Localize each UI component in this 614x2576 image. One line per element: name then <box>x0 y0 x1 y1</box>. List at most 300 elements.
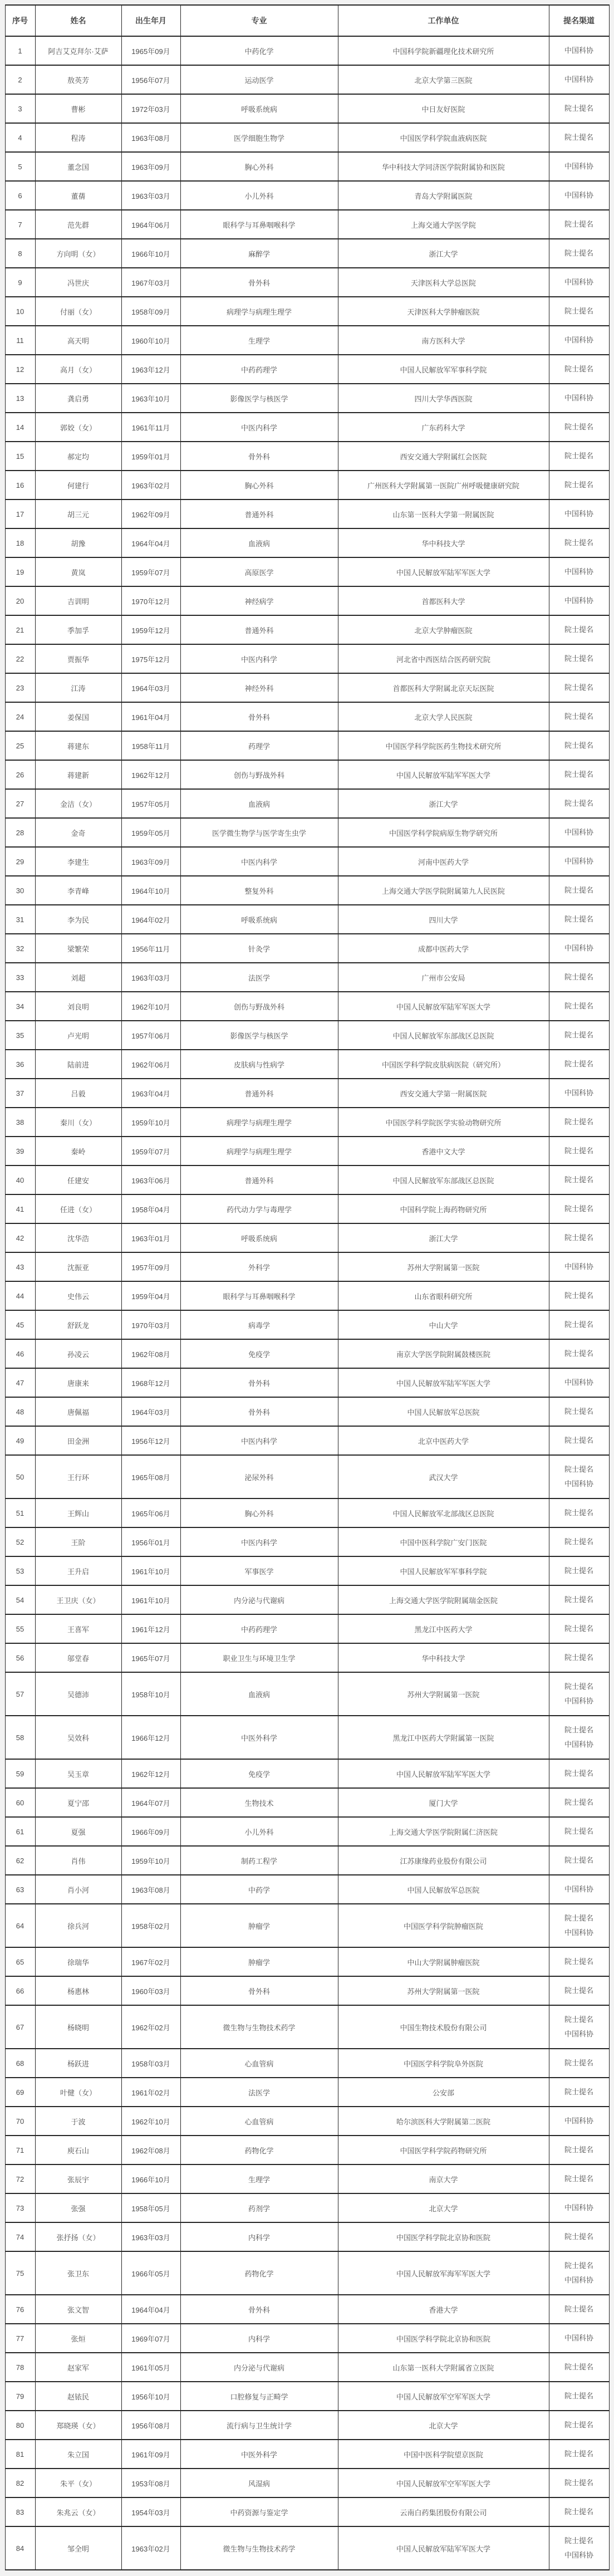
cell-major: 神经病学 <box>180 586 338 615</box>
cell-channel <box>549 2382 609 2411</box>
cell-major: 胸心外科 <box>180 471 338 499</box>
cell-org: 中国人民解放军陆军军医大学 <box>338 1759 549 1788</box>
cell-no: 71 <box>5 2136 35 2164</box>
cell-major: 内分泌与代谢病 <box>180 1585 338 1614</box>
cell-name: 杨惠林 <box>35 1976 121 2005</box>
cell-channel <box>549 992 609 1021</box>
cell-name: 唐佩福 <box>35 1397 121 1426</box>
cell-no: 20 <box>5 586 35 615</box>
cell-org: 浙江大学 <box>338 239 549 268</box>
nomination-channel: 院士提名 <box>564 712 593 721</box>
nomination-channel: 院士提名 <box>564 625 593 634</box>
cell-no: 37 <box>5 1079 35 1108</box>
cell-name: 郭姣（女） <box>35 413 121 442</box>
cell-no: 45 <box>5 1310 35 1339</box>
cell-channel <box>549 1498 609 1527</box>
cell-name: 程涛 <box>35 123 121 152</box>
table-row <box>5 934 609 963</box>
cell-no: 29 <box>5 847 35 876</box>
cell-no: 33 <box>5 963 35 992</box>
nomination-channel: 中国科协 <box>564 2030 593 2038</box>
cell-org: 北京大学 <box>338 2193 549 2222</box>
nomination-channel: 院士提名 <box>564 2232 593 2241</box>
cell-birth: 1959年10月 <box>121 1108 180 1137</box>
table-row <box>5 1643 609 1672</box>
cell-channel <box>549 1050 609 1079</box>
cell-name: 唐康来 <box>35 1368 121 1397</box>
column-header-name: 姓名 <box>35 5 121 36</box>
nomination-channel: 中国科协 <box>564 857 593 865</box>
cell-name: 肖小河 <box>35 1875 121 1904</box>
cell-org: 中国人民解放军陆军军医大学 <box>338 1368 549 1397</box>
cell-channel <box>549 1614 609 1643</box>
nomination-channel: 院士提名 <box>564 1827 593 1835</box>
cell-no: 64 <box>5 1904 35 1947</box>
header-row <box>5 5 609 36</box>
cell-name: 夏宁邵 <box>35 1788 121 1817</box>
cell-birth: 1960年10月 <box>121 326 180 355</box>
nomination-channel: 院士提名 <box>564 1349 593 1358</box>
table-row <box>5 297 609 326</box>
cell-no: 51 <box>5 1498 35 1527</box>
cell-no: 49 <box>5 1426 35 1455</box>
cell-name: 张卫东 <box>35 2251 121 2295</box>
cell-birth: 1958年05月 <box>121 2193 180 2222</box>
cell-org: 中国生物技术股份有限公司 <box>338 2005 549 2049</box>
cell-no: 69 <box>5 2078 35 2107</box>
table-row <box>5 1498 609 1527</box>
cell-name: 董念国 <box>35 152 121 181</box>
nomination-channel: 中国科协 <box>564 944 593 952</box>
nomination-channel: 院士提名 <box>564 2088 593 2096</box>
cell-org: 山东省眼科研究所 <box>338 1281 549 1310</box>
cell-org: 中山大学附属肿瘤医院 <box>338 1947 549 1976</box>
cell-no: 28 <box>5 818 35 847</box>
table-row <box>5 1585 609 1614</box>
cell-birth: 1963年08月 <box>121 123 180 152</box>
table-row <box>5 673 609 702</box>
cell-name: 范先群 <box>35 210 121 239</box>
cell-channel <box>549 1339 609 1368</box>
cell-birth: 1964年06月 <box>121 210 180 239</box>
nomination-channel: 院士提名 <box>564 1914 593 1922</box>
cell-birth: 1953年08月 <box>121 2469 180 2497</box>
cell-channel <box>549 1846 609 1875</box>
cell-name: 高月（女） <box>35 355 121 384</box>
cell-channel <box>549 268 609 297</box>
cell-no: 26 <box>5 760 35 789</box>
cell-channel <box>549 123 609 152</box>
nomination-channel: 中国科协 <box>564 1928 593 1937</box>
cell-name: 吴玉章 <box>35 1759 121 1788</box>
cell-channel <box>549 847 609 876</box>
table-row <box>5 1672 609 1716</box>
cell-major: 中医内科学 <box>180 644 338 673</box>
cell-channel <box>549 2324 609 2353</box>
cell-birth: 1959年05月 <box>121 818 180 847</box>
column-header-org: 工作单位 <box>338 5 549 36</box>
table-row <box>5 1021 609 1050</box>
cell-channel <box>549 2411 609 2440</box>
cell-name: 沈华浩 <box>35 1223 121 1252</box>
cell-channel <box>549 2497 609 2526</box>
cell-major: 中药资源与鉴定学 <box>180 2497 338 2526</box>
cell-org: 中国人民解放军军事科学院 <box>338 355 549 384</box>
cell-birth: 1963年06月 <box>121 1165 180 1194</box>
nomination-channel: 院士提名 <box>564 1726 593 1734</box>
table-row <box>5 1165 609 1194</box>
cell-org: 河南中医药大学 <box>338 847 549 876</box>
cell-channel <box>549 1281 609 1310</box>
nomination-channel: 院士提名 <box>564 2363 593 2371</box>
nomination-channel: 院士提名 <box>564 481 593 489</box>
nomination-channel: 院士提名 <box>564 1204 593 1213</box>
cell-channel <box>549 2005 609 2049</box>
table-row <box>5 731 609 760</box>
cell-major: 生理学 <box>180 326 338 355</box>
cell-birth: 1962年08月 <box>121 1339 180 1368</box>
cell-major: 心血管病 <box>180 2049 338 2078</box>
cell-birth: 1961年12月 <box>121 1614 180 1643</box>
cell-org: 中国人民解放军军事科学院 <box>338 1556 549 1585</box>
cell-major: 中医内科学 <box>180 847 338 876</box>
cell-birth: 1963年08月 <box>121 1875 180 1904</box>
cell-name: 吴效科 <box>35 1716 121 1759</box>
cell-channel <box>549 442 609 471</box>
cell-channel <box>549 1397 609 1426</box>
cell-no: 17 <box>5 499 35 528</box>
table-row <box>5 760 609 789</box>
cell-channel <box>549 65 609 94</box>
cell-org: 北京大学人民医院 <box>338 702 549 731</box>
cell-major: 中药学 <box>180 1875 338 1904</box>
cell-org: 中国人民解放军东部战区总医院 <box>338 1165 549 1194</box>
cell-channel <box>549 1947 609 1976</box>
cell-major: 骨外科 <box>180 268 338 297</box>
cell-org: 浙江大学 <box>338 789 549 818</box>
cell-name: 赵铱民 <box>35 2382 121 2411</box>
nomination-channel: 院士提名 <box>564 1436 593 1444</box>
cell-major: 医学细胞生物学 <box>180 123 338 152</box>
cell-no: 13 <box>5 384 35 413</box>
cell-name: 高天明 <box>35 326 121 355</box>
cell-birth: 1965年08月 <box>121 1455 180 1498</box>
cell-org: 中国人民解放军海军军医大学 <box>338 2251 549 2295</box>
cell-major: 胸心外科 <box>180 152 338 181</box>
cell-name: 卢光明 <box>35 1021 121 1050</box>
nomination-channel: 院士提名 <box>564 1595 593 1604</box>
cell-major: 呼吸系统病 <box>180 94 338 123</box>
cell-name: 季加孚 <box>35 615 121 644</box>
table-row <box>5 2411 609 2440</box>
cell-channel <box>549 1716 609 1759</box>
nomination-channel: 院士提名 <box>564 538 593 547</box>
cell-birth: 1963年03月 <box>121 963 180 992</box>
cell-name: 陆前进 <box>35 1050 121 1079</box>
nomination-channel: 中国科协 <box>564 567 593 576</box>
cell-org: 中国医学科学院医药生物技术研究所 <box>338 731 549 760</box>
cell-major: 小儿外科 <box>180 1817 338 1846</box>
cell-no: 34 <box>5 992 35 1021</box>
table-row <box>5 65 609 94</box>
nomination-channel: 院士提名 <box>564 1031 593 1039</box>
cell-name: 赵家军 <box>35 2353 121 2382</box>
nomination-channel: 院士提名 <box>564 2479 593 2487</box>
cell-channel <box>549 181 609 210</box>
cell-channel <box>549 818 609 847</box>
cell-channel <box>549 1455 609 1498</box>
cell-birth: 1967年03月 <box>121 268 180 297</box>
cell-birth: 1963年03月 <box>121 2222 180 2251</box>
cell-name: 张强 <box>35 2193 121 2222</box>
cell-no: 62 <box>5 1846 35 1875</box>
cell-birth: 1956年01月 <box>121 1527 180 1556</box>
cell-no: 36 <box>5 1050 35 1079</box>
cell-org: 厦门大学 <box>338 1788 549 1817</box>
nomination-channel: 院士提名 <box>564 683 593 692</box>
cell-org: 南京大学医学院附属鼓楼医院 <box>338 1339 549 1368</box>
table-row <box>5 1079 609 1108</box>
cell-major: 骨外科 <box>180 1976 338 2005</box>
cell-name: 王行环 <box>35 1455 121 1498</box>
cell-birth: 1958年04月 <box>121 1194 180 1223</box>
table-row <box>5 1817 609 1846</box>
cell-name: 王阶 <box>35 1527 121 1556</box>
cell-major: 呼吸系统病 <box>180 905 338 934</box>
cell-major: 内科学 <box>180 2324 338 2353</box>
cell-no: 8 <box>5 239 35 268</box>
table-row <box>5 2078 609 2107</box>
cell-no: 19 <box>5 557 35 586</box>
cell-name: 庾石山 <box>35 2136 121 2164</box>
cell-org: 中国人民解放军总医院 <box>338 1875 549 1904</box>
cell-major: 中医外科学 <box>180 1716 338 1759</box>
cell-name: 任进（女） <box>35 1194 121 1223</box>
table-row <box>5 181 609 210</box>
table-row <box>5 876 609 905</box>
cell-org: 浙江大学 <box>338 1223 549 1252</box>
cell-no: 18 <box>5 528 35 557</box>
cell-channel <box>549 1426 609 1455</box>
cell-channel <box>549 876 609 905</box>
cell-birth: 1962年02月 <box>121 2005 180 2049</box>
cell-name: 敖英芳 <box>35 65 121 94</box>
cell-channel <box>549 702 609 731</box>
table-row <box>5 268 609 297</box>
nomination-channel: 中国科协 <box>564 1262 593 1271</box>
cell-major: 药物化学 <box>180 2251 338 2295</box>
cell-major: 口腔修复与正畸学 <box>180 2382 338 2411</box>
cell-org: 山东第一医科大学附属省立医院 <box>338 2353 549 2382</box>
cell-name: 姜保国 <box>35 702 121 731</box>
cell-name: 舒跃龙 <box>35 1310 121 1339</box>
cell-channel <box>549 2078 609 2107</box>
cell-birth: 1962年10月 <box>121 992 180 1021</box>
cell-birth: 1962年12月 <box>121 760 180 789</box>
table-row <box>5 963 609 992</box>
cell-major: 免疫学 <box>180 1339 338 1368</box>
cell-name: 付丽（女） <box>35 297 121 326</box>
table-row <box>5 1194 609 1223</box>
nomination-channel: 中国科协 <box>564 2551 593 2559</box>
cell-no: 9 <box>5 268 35 297</box>
nomination-channel: 中国科协 <box>564 596 593 605</box>
table-row <box>5 384 609 413</box>
cell-channel <box>549 1368 609 1397</box>
cell-major: 内分泌与代谢病 <box>180 2353 338 2382</box>
cell-name: 蒋建东 <box>35 731 121 760</box>
cell-major: 生理学 <box>180 2164 338 2193</box>
cell-major: 普通外科 <box>180 499 338 528</box>
nomination-channel: 院士提名 <box>564 1682 593 1691</box>
cell-name: 何建行 <box>35 471 121 499</box>
cell-name: 李建生 <box>35 847 121 876</box>
nomination-channel: 中国科协 <box>564 278 593 286</box>
cell-name: 任建安 <box>35 1165 121 1194</box>
cell-org: 中国医学科学院阜外医院 <box>338 2049 549 2078</box>
cell-name: 贾振华 <box>35 644 121 673</box>
table-row <box>5 471 609 499</box>
cell-no: 60 <box>5 1788 35 1817</box>
cell-channel <box>549 297 609 326</box>
cell-org: 天津医科大学总医院 <box>338 268 549 297</box>
nomination-channel: 院士提名 <box>564 2015 593 2024</box>
cell-no: 31 <box>5 905 35 934</box>
cell-birth: 1962年12月 <box>121 1759 180 1788</box>
cell-org: 中国人民解放军北部战区总医院 <box>338 1498 549 1527</box>
cell-org: 四川大学 <box>338 905 549 934</box>
cell-major: 流行病与卫生统计学 <box>180 2411 338 2440</box>
cell-channel <box>549 731 609 760</box>
table-row <box>5 644 609 673</box>
cell-name: 邹全明 <box>35 2526 121 2570</box>
cell-no: 22 <box>5 644 35 673</box>
cell-org: 苏州大学附属第一医院 <box>338 1252 549 1281</box>
cell-no: 66 <box>5 1976 35 2005</box>
table-row <box>5 2469 609 2497</box>
cell-major: 药理学 <box>180 731 338 760</box>
cell-channel <box>549 963 609 992</box>
cell-name: 刘良明 <box>35 992 121 1021</box>
nomination-channel: 院士提名 <box>564 886 593 894</box>
cell-birth: 1961年11月 <box>121 413 180 442</box>
table-row <box>5 152 609 181</box>
cell-name: 江涛 <box>35 673 121 702</box>
cell-major: 药物化学 <box>180 2136 338 2164</box>
cell-no: 61 <box>5 1817 35 1846</box>
nomination-channel: 院士提名 <box>564 1060 593 1068</box>
cell-major: 影像医学与核医学 <box>180 384 338 413</box>
nomination-channel: 院士提名 <box>564 1957 593 1966</box>
cell-no: 10 <box>5 297 35 326</box>
nomination-channel: 院士提名 <box>564 1147 593 1155</box>
cell-no: 21 <box>5 615 35 644</box>
cell-birth: 1963年10月 <box>121 384 180 413</box>
cell-no: 52 <box>5 1527 35 1556</box>
cell-name: 张辰宇 <box>35 2164 121 2193</box>
cell-birth: 1961年04月 <box>121 702 180 731</box>
cell-channel <box>549 1672 609 1716</box>
cell-birth: 1961年02月 <box>121 2078 180 2107</box>
cell-major: 中医内科学 <box>180 1527 338 1556</box>
cell-no: 24 <box>5 702 35 731</box>
cell-no: 11 <box>5 326 35 355</box>
cell-channel <box>549 557 609 586</box>
nomination-channel: 院士提名 <box>564 2536 593 2545</box>
cell-no: 56 <box>5 1643 35 1672</box>
cell-channel <box>549 94 609 123</box>
cell-birth: 1966年12月 <box>121 1716 180 1759</box>
table-row <box>5 1976 609 2005</box>
cell-org: 西安交通大学第一附属医院 <box>338 1079 549 1108</box>
nomination-channel: 院士提名 <box>564 2059 593 2067</box>
cell-no: 15 <box>5 442 35 471</box>
cell-org: 上海交通大学医学院附属仁济医院 <box>338 1817 549 1846</box>
cell-org: 中国科学院新疆理化技术研究所 <box>338 36 549 65</box>
table-row <box>5 2222 609 2251</box>
column-header-major: 专业 <box>180 5 338 36</box>
cell-no: 67 <box>5 2005 35 2049</box>
cell-birth: 1972年03月 <box>121 94 180 123</box>
cell-name: 朱平（女） <box>35 2469 121 2497</box>
cell-birth: 1957年09月 <box>121 1252 180 1281</box>
cell-name: 徐瑞华 <box>35 1947 121 1976</box>
cell-no: 47 <box>5 1368 35 1397</box>
cell-no: 46 <box>5 1339 35 1368</box>
cell-channel <box>549 1310 609 1339</box>
cell-channel <box>549 1643 609 1672</box>
cell-major: 普通外科 <box>180 1079 338 1108</box>
table-row <box>5 1108 609 1137</box>
nomination-channel: 院士提名 <box>564 1291 593 1300</box>
cell-channel <box>549 2193 609 2222</box>
table-row <box>5 2107 609 2136</box>
cell-name: 胡豫 <box>35 528 121 557</box>
table-row <box>5 1846 609 1875</box>
cell-major: 血液病 <box>180 789 338 818</box>
table-row <box>5 36 609 65</box>
cell-channel <box>549 2136 609 2164</box>
table-row <box>5 905 609 934</box>
cell-major: 药代动力学与毒理学 <box>180 1194 338 1223</box>
cell-org: 广东药科大学 <box>338 413 549 442</box>
cell-major: 病毒学 <box>180 1310 338 1339</box>
cell-org: 哈尔滨医科大学附属第二医院 <box>338 2107 549 2136</box>
nomination-channel: 院士提名 <box>564 220 593 228</box>
cell-major: 军事医学 <box>180 1556 338 1585</box>
cell-major: 高原医学 <box>180 557 338 586</box>
cell-name: 朱立国 <box>35 2440 121 2469</box>
cell-no: 4 <box>5 123 35 152</box>
cell-major: 中药药理学 <box>180 1614 338 1643</box>
table-row <box>5 1904 609 1947</box>
cell-major: 肿瘤学 <box>180 1947 338 1976</box>
cell-birth: 1963年03月 <box>121 181 180 210</box>
cell-channel <box>549 1976 609 2005</box>
table-row <box>5 1947 609 1976</box>
table-row <box>5 1281 609 1310</box>
cell-org: 上海交通大学医学院 <box>338 210 549 239</box>
table-row <box>5 528 609 557</box>
cell-major: 血液病 <box>180 1672 338 1716</box>
cell-birth: 1956年07月 <box>121 65 180 94</box>
cell-major: 病理学与病理生理学 <box>180 1137 338 1165</box>
cell-major: 中医外科学 <box>180 2440 338 2469</box>
cell-major: 眼科学与耳鼻咽喉科学 <box>180 1281 338 1310</box>
table-row <box>5 1223 609 1252</box>
cell-no: 75 <box>5 2251 35 2295</box>
table-row <box>5 123 609 152</box>
